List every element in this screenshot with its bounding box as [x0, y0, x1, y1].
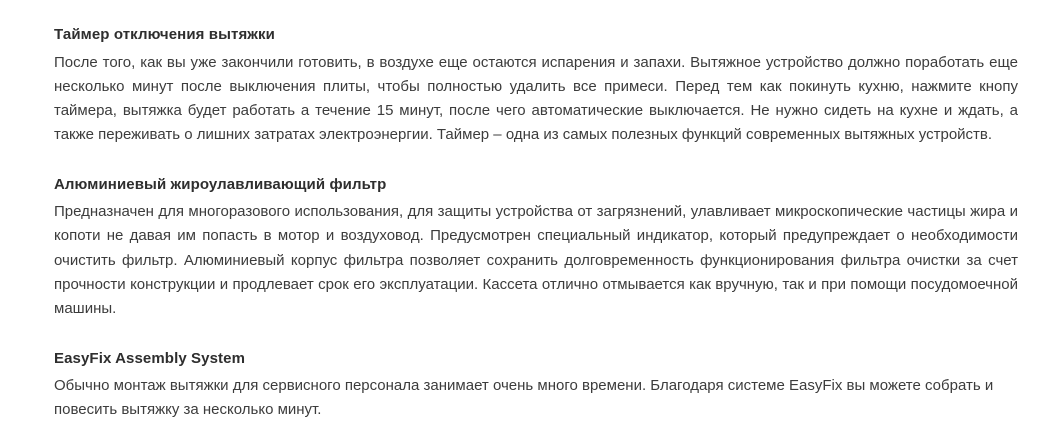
section-easyfix — [54, 348, 1018, 423]
section-grease-filter — [54, 174, 1018, 322]
section-heading-easyfix: EasyFix Assembly System — [54, 349, 246, 367]
section-body-easyfix: Обычно монтаж вытяжки для сервисного персонала занимает очень много времени. Благодаря системе EasyFix вы можете собрать и повесить вытяжку за несколько минут. — [54, 377, 994, 419]
section-body-grease-filter: Предназначен для многоразового использования, для защиты устройства от загрязнений, улавливает микроскопические частицы жира и копоти не давая им попасть в мотор и воздуховод. Предусмотрен специальный индикатор, который предупреждает о необходимости очистить фильтр. Алюминиевый корпус фильтра позволяет сохранить долговременность функционирования фильтра очистки за счет прочности конструкции и продлевает срок его эксплуатации. Кассета отлично отмывается как вручную, так и при помощи посудомоечной машины. — [54, 203, 1018, 318]
section-body-timer: После того, как вы уже закончили готовить, в воздухе еще остаются испарения и запахи. Вытяжное устройство должно поработать еще несколько минут после выключения плиты, чтобы полностью удалить все примеси. Перед тем как покинуть кухню, нажмите кнопу таймера, вытяжка будет работать а течение 15 минут, после чего автоматические выключается. Не нужно сидеть на кухне и ждать, а также переживать о лишних затратах электроэнергии. Таймер – одна из самых полезных функций современных вытяжных устройств. — [54, 53, 1018, 144]
section-timer — [54, 24, 1018, 148]
section-heading-timer: Таймер отключения вытяжки — [54, 26, 275, 43]
section-heading-grease-filter: Алюминиевый жироулавливающий фильтр — [54, 175, 387, 193]
